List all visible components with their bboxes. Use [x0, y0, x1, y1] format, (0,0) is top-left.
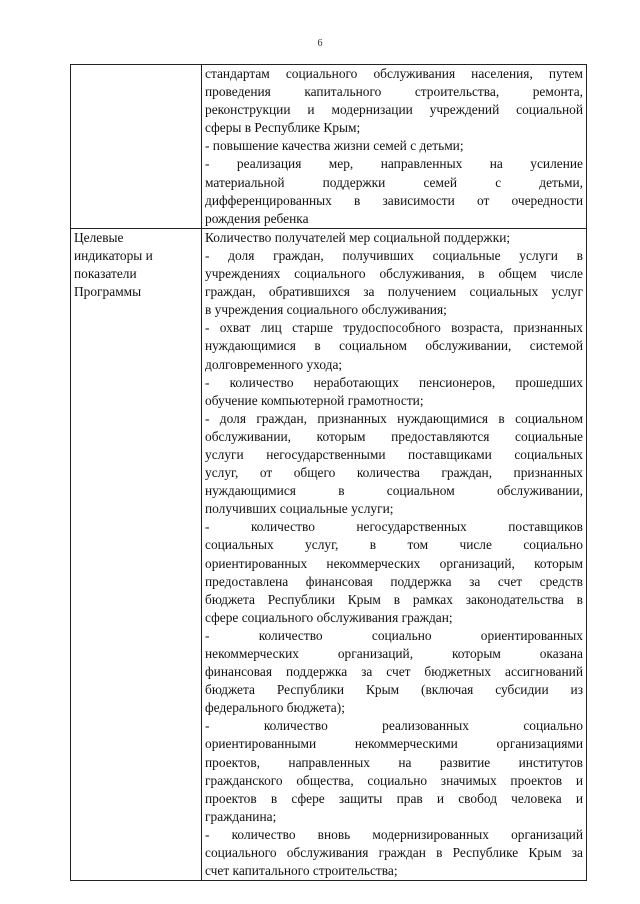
content-line: в учреждения социального обслуживания;	[205, 302, 447, 318]
content-line: - доля граждан, признанных нуждающимися в социальном	[205, 410, 583, 426]
content-line: счет капитального строительства;	[205, 863, 398, 879]
label-line: Программы	[74, 284, 142, 300]
content-line: нуждающимися в социальном обслуживании, системой	[205, 338, 583, 354]
content-line: гражданина;	[205, 808, 277, 824]
content-line: - охват лиц старше трудоспособного возраста, признанных	[205, 320, 583, 336]
content-line: - количество реализованных социально	[205, 718, 583, 734]
content-line: долговременного ухода;	[205, 356, 343, 372]
table-row	[71, 65, 587, 229]
content-line: ориентированными некоммерческими организациями	[205, 736, 583, 752]
content-line: граждан, обратившихся за получением социальных услуг	[205, 284, 583, 300]
content-line: - количество социально ориентированных	[205, 627, 583, 643]
label-line: индикаторы и	[74, 247, 153, 263]
content-line: гражданского общества, социально значимых проектов и	[205, 772, 583, 788]
content-line: учреждениях социального обслуживания, в общем числе	[205, 266, 583, 282]
content-line: социального обслуживания граждан в Республике Крым за	[205, 845, 583, 861]
content-line: бюджета Республики Крым (включая субсидии из	[205, 682, 583, 698]
content-line: социальных услуг, в том числе социально	[205, 537, 583, 553]
content-line: услуги негосударственными поставщиками социальных	[205, 446, 583, 462]
content-line: - количество неработающих пенсионеров, прошедших	[205, 374, 583, 390]
content-line: получивших социальные услуги;	[205, 501, 394, 517]
content-line: ориентированных некоммерческих организаций, которым	[205, 555, 583, 571]
content-line: - повышение качества жизни семей с детьми;	[205, 138, 464, 154]
content-line: материальной поддержки семей с детьми,	[205, 174, 583, 190]
content-line: услуг, от общего количества граждан, признанных	[205, 465, 583, 481]
content-line: дифференцированных в зависимости от очередности	[205, 192, 583, 208]
content-line: федерального бюджета);	[205, 700, 345, 716]
content-line: бюджета Республики Крым в рамках законодательства в	[205, 591, 583, 607]
content-line: нуждающимися в социальном обслуживании,	[205, 483, 583, 499]
content-line: некоммерческих организаций, которым оказана	[205, 646, 583, 661]
content-line: проектов в сфере защиты прав и свобод человека и	[205, 790, 583, 806]
content-line: стандартам социального обслуживания населения, путем	[205, 66, 583, 81]
label-line: Целевые	[74, 229, 124, 245]
content-line: финансовая поддержка за счет бюджетных ассигнований	[205, 664, 583, 680]
row-content-cell	[202, 228, 587, 880]
program-passport-table	[70, 64, 587, 881]
row-label-cell	[71, 65, 202, 229]
content-line: - количество негосударственных поставщиков	[205, 519, 583, 535]
content-line: - доля граждан, получивших социальные услуги в	[205, 247, 583, 263]
row-label-cell	[71, 228, 202, 880]
content-line: сфере социального обслуживания граждан;	[205, 609, 453, 625]
content-line: - реализация мер, направленных на усиление	[205, 156, 583, 172]
content-line: сферы в Республике Крым;	[205, 120, 361, 136]
content-line: реконструкции и модернизации учреждений социальной	[205, 102, 583, 118]
table-row	[71, 228, 587, 880]
content-line: обучение компьютерной грамотности;	[205, 392, 424, 408]
content-line: Количество получателей мер социальной поддержки;	[205, 229, 511, 245]
content-line: предоставлена финансовая поддержка за счет средств	[205, 573, 583, 589]
content-line: - количество вновь модернизированных организаций	[205, 826, 583, 842]
content-line: проведения капитального строительства, ремонта,	[205, 84, 583, 100]
label-line: показатели	[74, 266, 137, 282]
content-line: проектов, направленных на развитие институтов	[205, 754, 583, 770]
page-number: 6	[317, 38, 323, 49]
content-line: рождения ребенка	[205, 210, 309, 226]
content-line: обслуживании, которым предоставляются социальные	[205, 428, 583, 444]
row-content-cell	[202, 65, 587, 229]
